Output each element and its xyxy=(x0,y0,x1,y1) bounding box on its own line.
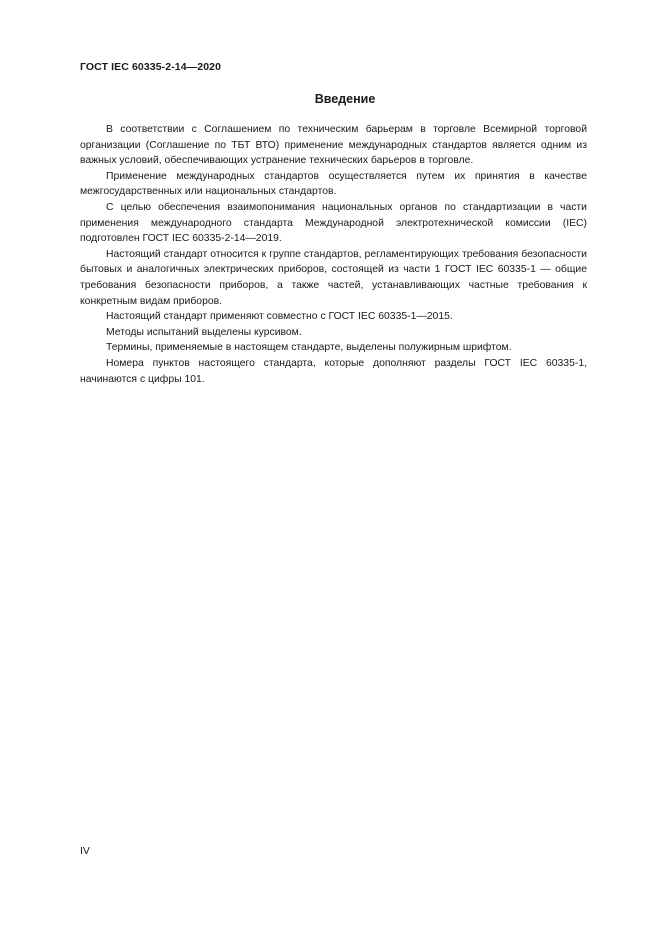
page-number: IV xyxy=(80,845,90,857)
paragraph-terms: Термины, применяемые в настоящем стандарте, выделены полужирным шрифтом. xyxy=(106,342,512,354)
paragraph-clause-numbers: Номера пунктов настоящего стандарта, которые дополняют разделы ГОСТ IEC 60335-1, начинаются с цифры 101. xyxy=(80,357,587,385)
paragraph-standard-group: Настоящий стандарт относится к группе стандартов, регламентирующих требования безопасности бытовых и аналогичных электрических приборов, состоящей из части 1 ГОСТ IEC 60335-1 — общие требования безопасности приборов, а также частей, устанавливающих частные требования к конкретным видам приборов. xyxy=(80,248,587,307)
paragraph-tbt-agreement: В соответствии с Соглашением по техническим барьерам в торговле Всемирной торговой организации (Соглашение по ТБТ ВТО) применение международных стандартов является одним из важных условий, обеспечивающих устранение технических барьеров в торговле. xyxy=(80,124,587,167)
paragraph-mutual-understanding: С целью обеспечения взаимопонимания национальных органов по стандартизации в части применения международного стандарта Международной электротехнической комиссии (IEC) подготовлен ГОСТ IEC 60335-2-14—2019. xyxy=(80,201,587,245)
paragraph-test-methods: Методы испытаний выделены курсивом. xyxy=(106,326,302,338)
paragraph-used-jointly: Настоящий стандарт применяют совместно с ГОСТ IEC 60335-1—2015. xyxy=(106,311,453,323)
document-code-header: ГОСТ IEC 60335-2-14—2020 xyxy=(80,61,222,73)
section-title: Введение xyxy=(314,92,376,106)
body-text xyxy=(80,122,587,387)
paragraph-international-standards: Применение международных стандартов осуществляется путем их принятия в качестве межгосударственных или национальных стандартов. xyxy=(80,170,587,198)
